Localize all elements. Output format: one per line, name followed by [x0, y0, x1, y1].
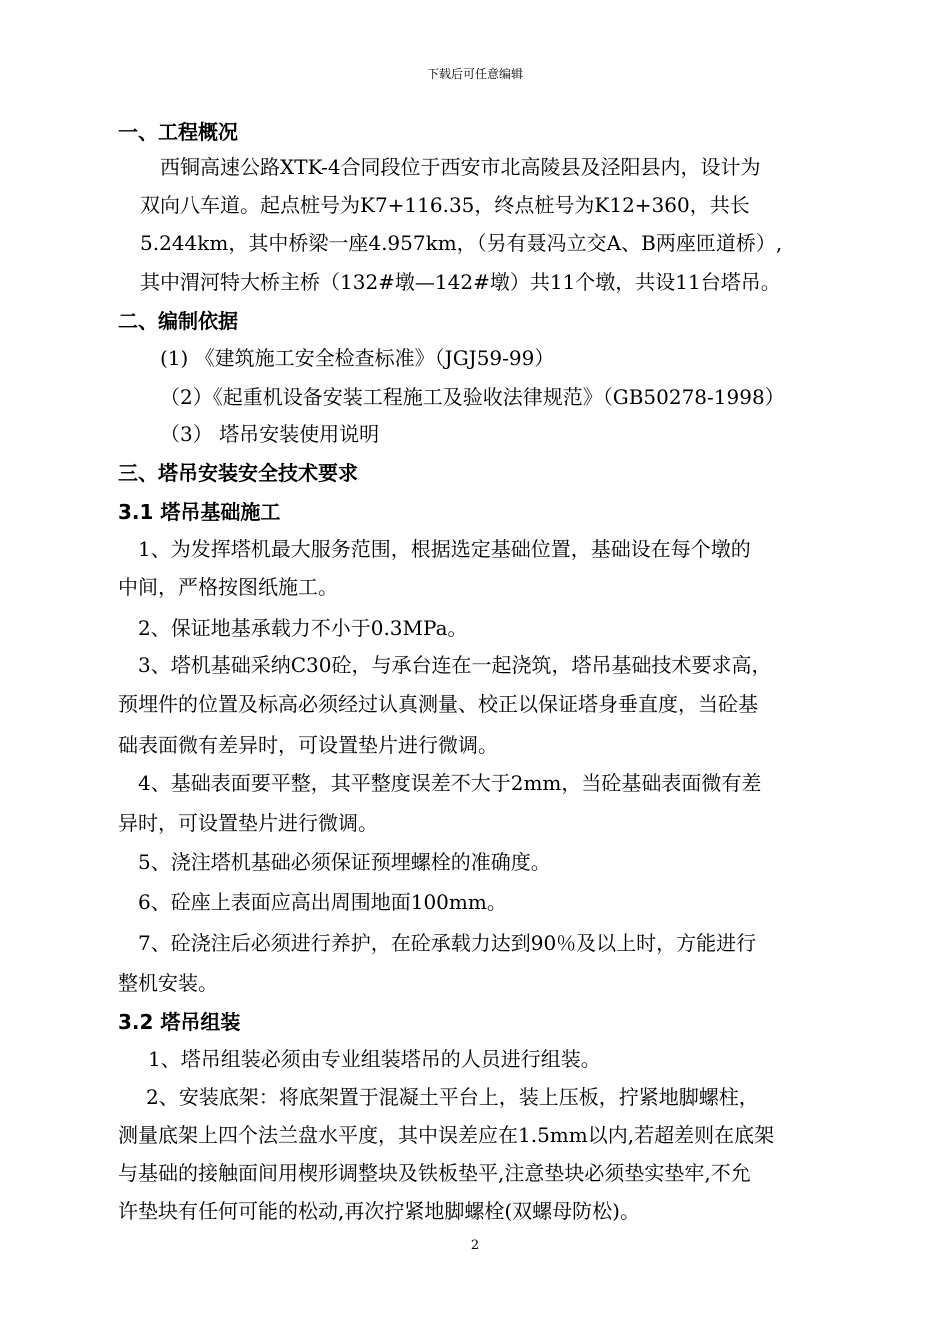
paragraph-line: 许垫块有任何可能的松动,再次拧紧地脚螺栓(双螺母防松)。	[118, 1199, 640, 1223]
paragraph-line: 2、安装底架：将底架置于混凝土平台上，装上压板，拧紧地脚螺柱，	[146, 1085, 759, 1109]
paragraph-line: 4、基础表面要平整，其平整度误差不大于2mm，当砼基础表面微有差	[138, 771, 762, 795]
paragraph-line: 础表面微有差异时，可设置垫片进行微调。	[118, 733, 498, 757]
paragraph-line: 整机安装。	[118, 971, 218, 995]
section-heading: 二、编制依据	[118, 309, 238, 333]
paragraph-line: (1) 《建筑施工安全检查标准》（JGJ59-99）	[160, 346, 555, 370]
section-heading: 三、塔吊安装安全技术要求	[118, 461, 358, 485]
paragraph-line: 异时，可设置垫片进行微调。	[118, 811, 378, 835]
paragraph-line: 1、塔吊组装必须由专业组装塔吊的人员进行组装。	[148, 1047, 601, 1071]
paragraph-line: 其中渭河特大桥主桥（132#墩—142#墩）共11个墩，共设11台塔吊。	[140, 270, 781, 294]
paragraph-line: 预埋件的位置及标高必须经过认真测量、校正以保证塔身垂直度，当砼基	[118, 692, 758, 716]
page-number: 2	[470, 1238, 480, 1253]
paragraph-line: 西铜高速公路XTK-4合同段位于西安市北高陵县及泾阳县内，设计为	[160, 155, 761, 179]
paragraph-line: （3） 塔吊安装使用说明	[160, 422, 380, 446]
section-heading: 3.2 塔吊组装	[118, 1010, 241, 1034]
paragraph-line: 6、砼座上表面应高出周围地面100mm。	[138, 890, 507, 914]
paragraph-line: 1、为发挥塔机最大服务范围，根据选定基础位置，基础设在每个墩的	[138, 537, 751, 561]
page-header: 下载后可任意编辑	[426, 67, 523, 81]
paragraph-line: 测量底架上四个法兰盘水平度，其中误差应在1.5mm以内,若超差则在底架	[118, 1123, 775, 1147]
paragraph-line: 5、浇注塔机基础必须保证预埋螺栓的准确度。	[138, 850, 551, 874]
paragraph-line: （2）《起重机设备安装工程施工及验收法律规范》（GB50278-1998）	[160, 385, 785, 409]
paragraph-line: 中间，严格按图纸施工。	[118, 575, 338, 599]
paragraph-line: 2、保证地基承载力不小于0.3MPa。	[138, 616, 468, 640]
section-heading: 一、工程概况	[118, 120, 238, 144]
paragraph-line: 与基础的接触面间用楔形调整块及铁板垫平,注意垫块必须垫实垫牢,不允	[118, 1161, 751, 1185]
paragraph-line: 7、砼浇注后必须进行养护，在砼承载力达到90％及以上时，方能进行	[138, 931, 757, 955]
paragraph-line: 5.244km，其中桥梁一座4.957km，（另有聂冯立交A、B两座匝道桥）,	[140, 231, 783, 255]
paragraph-line: 双向八车道。起点桩号为K7+116.35，终点桩号为K12+360，共长	[140, 193, 750, 217]
paragraph-line: 3、塔机基础采纳C30砼，与承台连在一起浇筑，塔吊基础技术要求高，	[138, 653, 772, 677]
section-heading: 3.1 塔吊基础施工	[118, 500, 281, 524]
